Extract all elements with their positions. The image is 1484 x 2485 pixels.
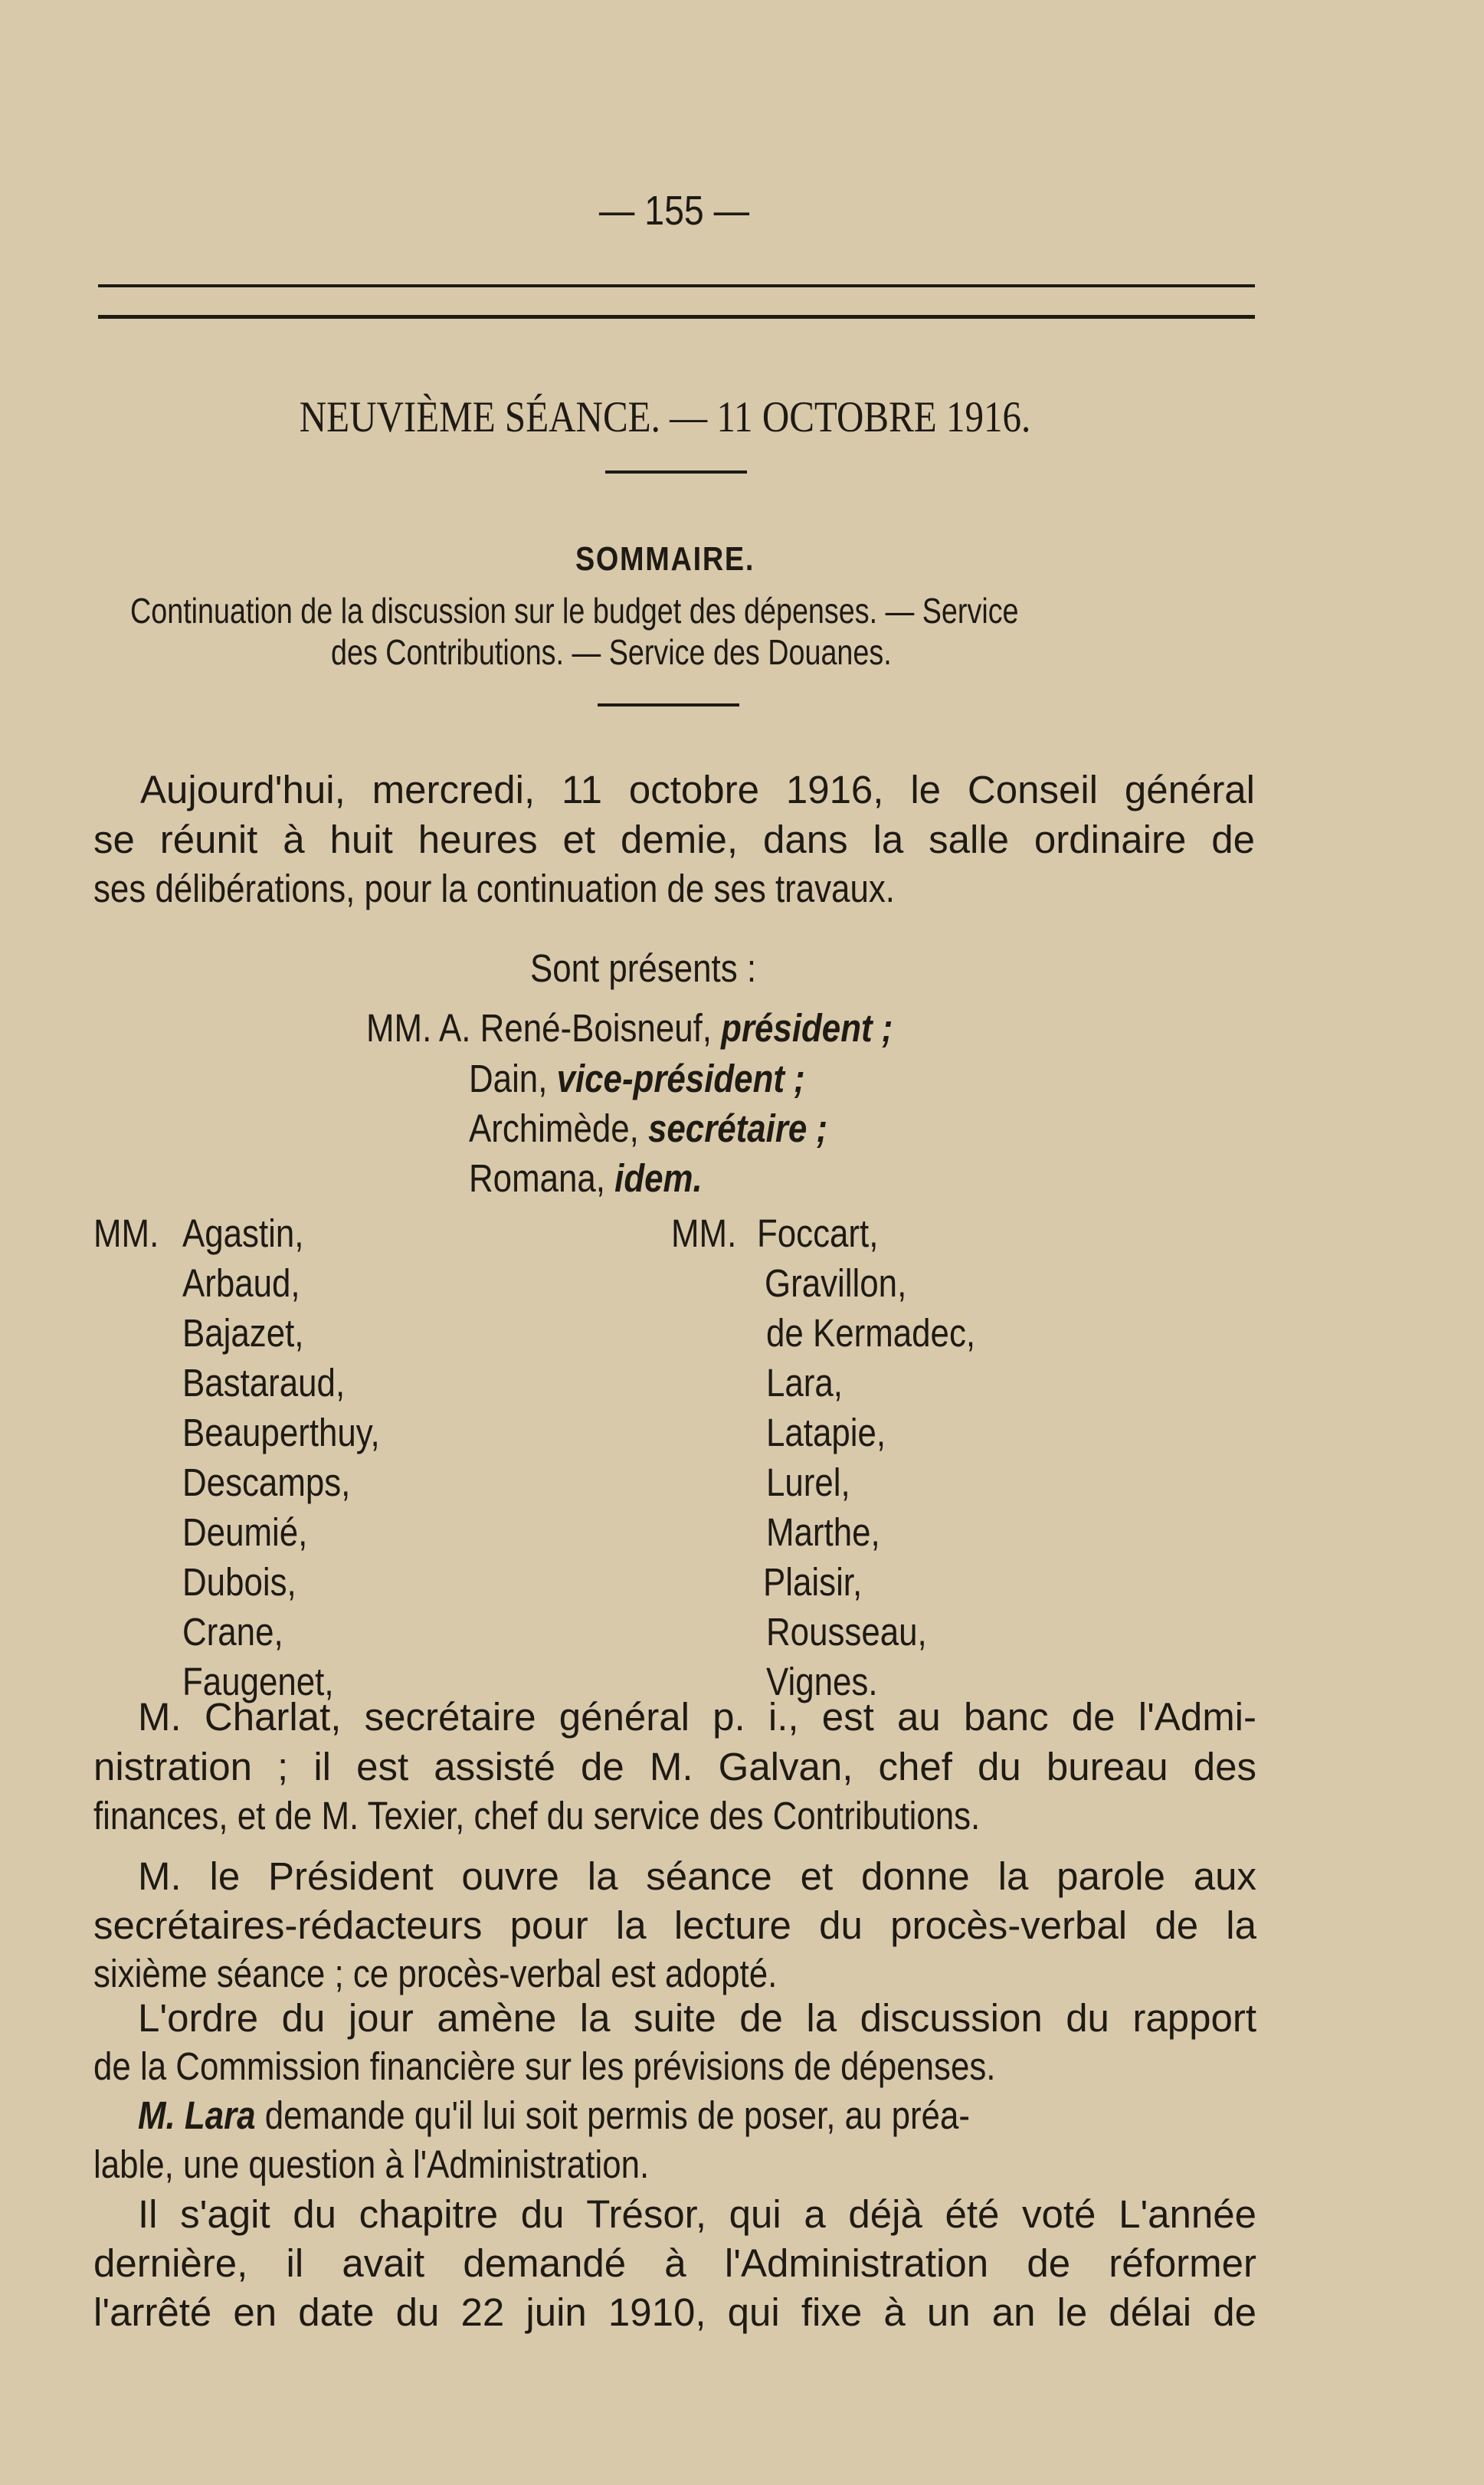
bureau-line-2: Dain, vice-président ; (469, 1057, 805, 1100)
body-p3-line-1: M. Lara demande qu'il lui soit permis de poser, au préa- (138, 2093, 970, 2137)
member-right-10: Vignes. (766, 1660, 878, 1703)
member-left-2: Arbaud, (182, 1261, 300, 1305)
body-p4-line-1: Il s'agit du chapitre du Trésor, qui a déjà été voté L'année (138, 2192, 1256, 2236)
admin-line-2: nistration ; il est assisté de M. Galvan, chef du bureau des (93, 1745, 1256, 1788)
member-left-3: Bajazet, (182, 1311, 304, 1355)
session-heading: NEUVIÈME SÉANCE. — 11 OCTOBRE 1916. (299, 393, 1031, 441)
members-right-prefix: MM. (671, 1211, 737, 1255)
bureau-line-1: MM. A. René-Boisneuf, président ; (366, 1006, 893, 1050)
body-p2-line-2: de la Commission financière sur les prévisions de dépenses. (93, 2044, 996, 2088)
body-p4-line-2: dernière, il avait demandé à l'Administration de réformer (93, 2241, 1256, 2285)
member-right-6: Lurel, (766, 1461, 850, 1504)
body-p1-line-2: secrétaires-rédacteurs pour la lecture du procès-verbal de la (93, 1903, 1256, 1947)
bureau-line-4: Romana, idem. (469, 1156, 703, 1200)
member-right-7: Marthe, (766, 1510, 880, 1554)
intro-line-3: ses délibérations, pour la continuation de ses travaux. (93, 867, 895, 910)
member-right-2: Gravillon, (765, 1261, 907, 1305)
member-right-8: Plaisir, (763, 1560, 863, 1604)
body-p1-line-1: M. le Président ouvre la séance et donne la parole aux (138, 1854, 1256, 1898)
member-right-4: Lara, (766, 1361, 843, 1405)
member-right-9: Rousseau, (766, 1610, 927, 1654)
member-left-4: Bastaraud, (182, 1361, 346, 1405)
intro-line-1: Aujourd'hui, mercredi, 11 octobre 1916, le Conseil général (140, 768, 1255, 811)
sommaire-line-1: Continuation de la discussion sur le budget des dépenses. — Service (130, 591, 1019, 631)
member-right-5: Latapie, (766, 1411, 886, 1454)
intro-line-2: se réunit à huit heures et demie, dans la salle ordinaire de (93, 818, 1255, 861)
sommaire-line-2: des Contributions. — Service des Douanes. (331, 632, 892, 672)
body-p2-line-1: L'ordre du jour amène la suite de la discussion du rapport (138, 1996, 1256, 2040)
member-left-10: Faugenet, (182, 1660, 334, 1703)
members-left-prefix: MM. (93, 1211, 159, 1255)
member-left-6: Descamps, (182, 1461, 351, 1504)
member-left-5: Beauperthuy, (182, 1411, 380, 1454)
page-number: — 155 — (598, 188, 750, 234)
heading-divider (605, 470, 747, 474)
member-left-8: Dubois, (182, 1560, 296, 1604)
sommaire-divider (598, 703, 739, 706)
body-p1-line-3: sixième séance ; ce procès-verbal est adopté. (93, 1952, 778, 1995)
member-left-9: Crane, (182, 1610, 283, 1654)
member-right-1: Foccart, (757, 1211, 879, 1255)
member-left-7: Deumié, (182, 1510, 308, 1554)
admin-line-3: finances, et de M. Texier, chef du service des Contributions. (93, 1794, 981, 1838)
header-rule-bottom (98, 315, 1255, 319)
body-p3-line-2: lable, une question à l'Administration. (93, 2142, 650, 2186)
member-right-3: de Kermadec, (766, 1311, 976, 1355)
admin-line-1: M. Charlat, secrétaire général p. i., est au banc de l'Admi- (138, 1695, 1256, 1739)
presents-label: Sont présents : (530, 946, 757, 990)
body-p4-line-3: l'arrêté en date du 22 juin 1910, qui fixe à un an le délai de (93, 2290, 1256, 2334)
bureau-line-3: Archimède, secrétaire ; (469, 1106, 828, 1150)
header-rule-top (98, 284, 1255, 287)
member-left-1: Agastin, (182, 1211, 304, 1255)
speaker-name: M. Lara (138, 2093, 256, 2137)
sommaire-title: SOMMAIRE. (575, 540, 755, 578)
